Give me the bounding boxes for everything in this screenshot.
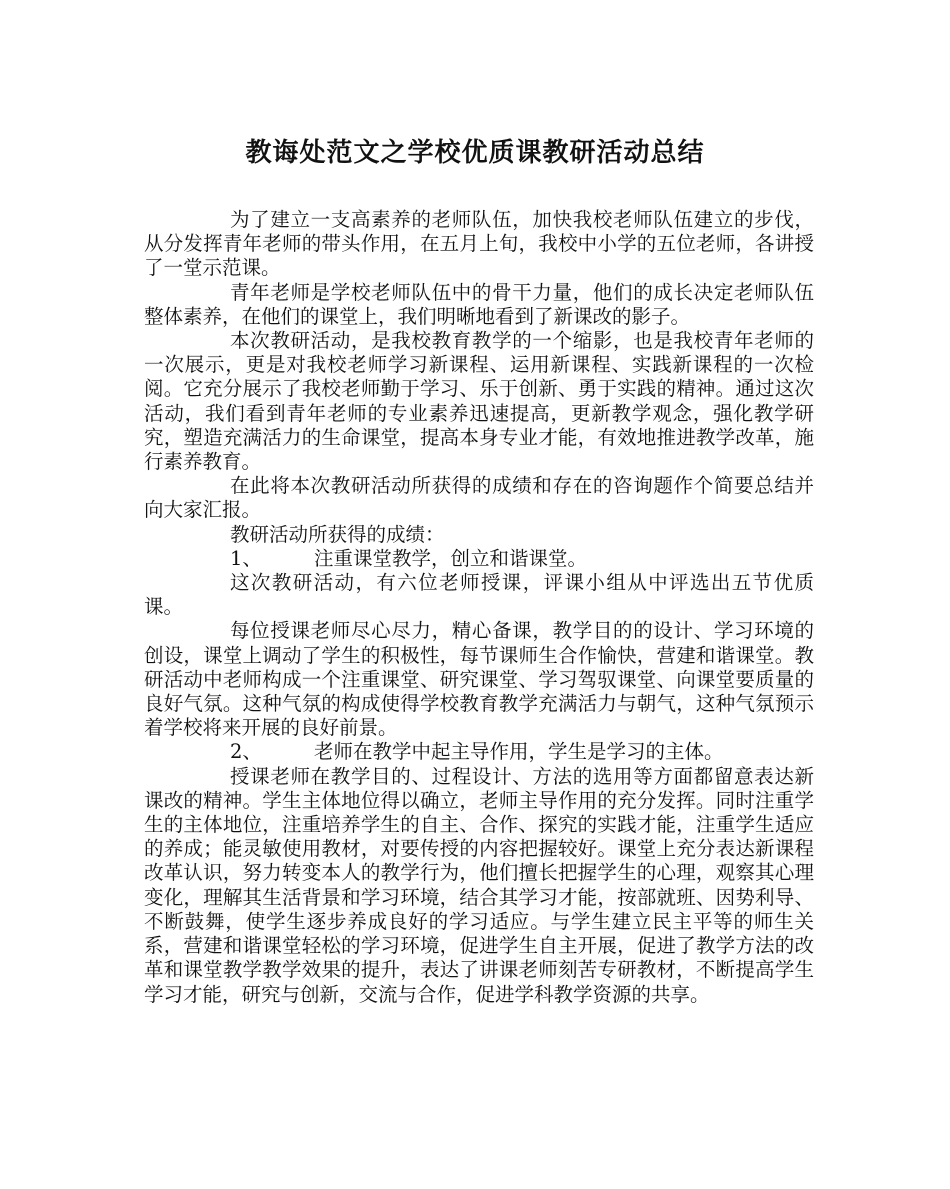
document-title: 教诲处范文之学校优质课教研活动总结 (245, 138, 705, 168)
list-item-text: 老师在教学中起主导作用，学生是学习的主体。 (314, 740, 724, 764)
paragraph: 授课老师在教学目的、过程设计、方法的选用等方面都留意表达新课改的精神。学生主体地位得以确立，老师主导作用的充分发挥。同时注重学生的主体地位，注重培养学生的自主、合作、探究的实践才能，注重学生适应的养成；能灵敏使用教材，对要传授的内容把握较好。课堂上充分表达新课程改革认识，努力转变本人的教学行为，他们擅长把握学生的心理，观察其心理变化，理解其生活背景和学习环境，结合其学习才能，按部就班、因势利导、不断鼓舞，使学生逐步养成良好的学习适应。与学生建立民主平等的师生关系，营建和谐课堂轻松的学习环境，促进学生自主开展，促进了教学方法的改革和课堂教学教学效果的提升，表达了讲课老师刻苦专研教材，不断提高学生学习才能，研究与创新，交流与合作，促进学科教学资源的共享。 (144, 764, 814, 1006)
document-body (144, 208, 814, 1007)
paragraph: 在此将本次教研活动所获得的成绩和存在的咨询题作个简要总结并向大家汇报。 (144, 474, 814, 522)
list-item-text: 注重课堂教学，创立和谐课堂。 (314, 546, 588, 570)
paragraph: 这次教研活动，有六位老师授课，评课小组从中评选出五节优质课。 (144, 571, 814, 619)
paragraph: 为了建立一支高素养的老师队伍，加快我校老师队伍建立的步伐，从分发挥青年老师的带头作用，在五月上旬，我校中小学的五位老师，各讲授了一堂示范课。 (144, 208, 814, 280)
paragraph: 教研活动所获得的成绩： (230, 522, 445, 546)
paragraph: 每位授课老师尽心尽力，精心备课，教学目的的设计、学习环境的创设，课堂上调动了学生的积极性，每节课师生合作愉快，营建和谐课堂。教研活动中老师构成一个注重课堂、研究课堂、学习驾驭课堂、向课堂要质量的良好气氛。这种气氛的构成使得学校教育教学充满活力与朝气，这种气氛预示着学校将来开展的良好前景。 (144, 619, 814, 740)
list-item-number: 1、 (230, 546, 262, 570)
list-item (144, 547, 814, 571)
paragraph: 青年老师是学校老师队伍中的骨干力量，他们的成长决定老师队伍整体素养，在他们的课堂上，我们明晰地看到了新课改的影子。 (144, 280, 814, 328)
list-item-number: 2、 (230, 740, 262, 764)
list-item (144, 740, 814, 764)
paragraph: 本次教研活动，是我校教育教学的一个缩影，也是我校青年老师的一次展示，更是对我校老师学习新课程、运用新课程、实践新课程的一次检阅。它充分展示了我校老师勤于学习、乐于创新、勇于实践的精神。通过这次活动，我们看到青年老师的专业素养迅速提高，更新教学观念，强化教学研究，塑造充满活力的生命课堂，提高本身专业才能，有效地推进教学改革，施行素养教育。 (144, 329, 814, 474)
